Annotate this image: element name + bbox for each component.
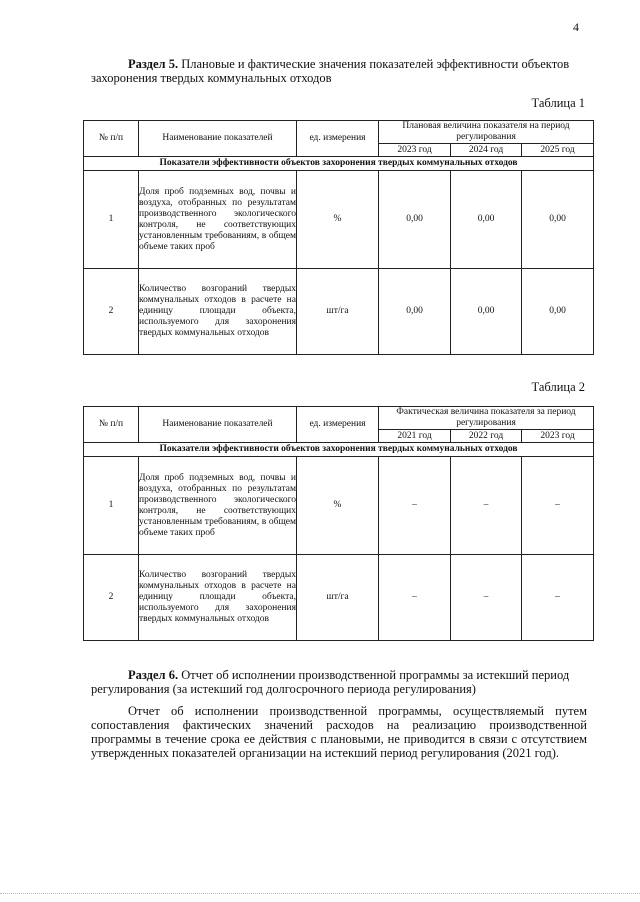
table-row [84,269,594,355]
table2-header-year: 2023 год [522,430,594,443]
unit-cell: шт/га [297,269,379,355]
section5-title: Плановые и фактические значения показателей эффективности объектов захоронения твердых коммунальных отходов [91,57,570,85]
value-cell: 0,00 [522,269,594,355]
page-number: 4 [573,20,579,34]
table2-section-title: Показатели эффективности объектов захоронения твердых коммунальных отходов [84,443,594,457]
table2-header-unit: ед. измерения [297,407,379,443]
value-cell: 0,00 [522,171,594,269]
table1-header-year: 2024 год [451,144,522,157]
table2-header-name: Наименование показателей [139,407,297,443]
unit-cell: % [297,171,379,269]
table2-header-year: 2022 год [451,430,522,443]
table1-section-title: Показатели эффективности объектов захоронения твердых коммунальных отходов [84,157,594,171]
value-cell: 0,00 [451,171,522,269]
table1-header-year: 2025 год [522,144,594,157]
section6-title: Отчет об исполнении производственной программы за истекший период регулирования (за истекший год долгосрочного периода регулирования) [91,668,570,696]
value-cell: – [379,457,451,555]
value-cell: – [451,555,522,641]
table-row [84,171,594,269]
row-number: 2 [84,555,139,641]
unit-cell: шт/га [297,555,379,641]
value-cell: – [522,457,594,555]
value-cell: 0,00 [379,269,451,355]
section5-heading [91,57,586,85]
table1-header-name: Наименование показателей [139,121,297,157]
value-cell: 0,00 [451,269,522,355]
row-number: 1 [84,171,139,269]
table2-header-year: 2021 год [379,430,451,443]
section5-number: Раздел 5. [128,57,179,71]
indicator-name: Количество возгораний твердых коммунальных отходов в расчете на единицу площади объекта, используемого для захоронения твердых коммунальных отходов [139,555,297,641]
section6-heading [91,668,586,696]
section6-number: Раздел 6. [128,668,179,682]
table1-label: Таблица 1 [531,96,585,110]
unit-cell: % [297,457,379,555]
table1 [83,120,594,355]
table2-header-group: Фактическая величина показателя за период регулирования [379,407,594,430]
table1-header-year: 2023 год [379,144,451,157]
table-row [84,457,594,555]
table1-header-num: № п/п [84,121,139,157]
page-bottom-divider [0,893,640,894]
indicator-name: Доля проб подземных вод, почвы и воздуха, отобранных по результатам производственного экологического контроля, не соответствующих установленным требованиям, в общем объеме таких проб [139,171,297,269]
table1-header-group: Плановая величина показателя на период регулирования [379,121,594,144]
table2-header-num: № п/п [84,407,139,443]
indicator-name: Количество возгораний твердых коммунальных отходов в расчете на единицу площади объекта, используемого для захоронения твердых коммунальных отходов [139,269,297,355]
value-cell: – [379,555,451,641]
table-row [84,555,594,641]
row-number: 2 [84,269,139,355]
report-paragraph: Отчет об исполнении производственной программы, осуществляемый путем сопоставления фактических значений расходов на реализацию производственной программы в течение срока ее действия с плановыми, не приводится в связи с отсутствием утвержденных показателей организации на истекший период регулирования (2021 год). [91,704,587,760]
table2-label: Таблица 2 [531,380,585,394]
value-cell: – [451,457,522,555]
value-cell: – [522,555,594,641]
row-number: 1 [84,457,139,555]
value-cell: 0,00 [379,171,451,269]
indicator-name: Доля проб подземных вод, почвы и воздуха, отобранных по результатам производственного экологического контроля, не соответствующих установленным требованиям, в общем объеме таких проб [139,457,297,555]
table1-header-unit: ед. измерения [297,121,379,157]
table2 [83,406,594,641]
